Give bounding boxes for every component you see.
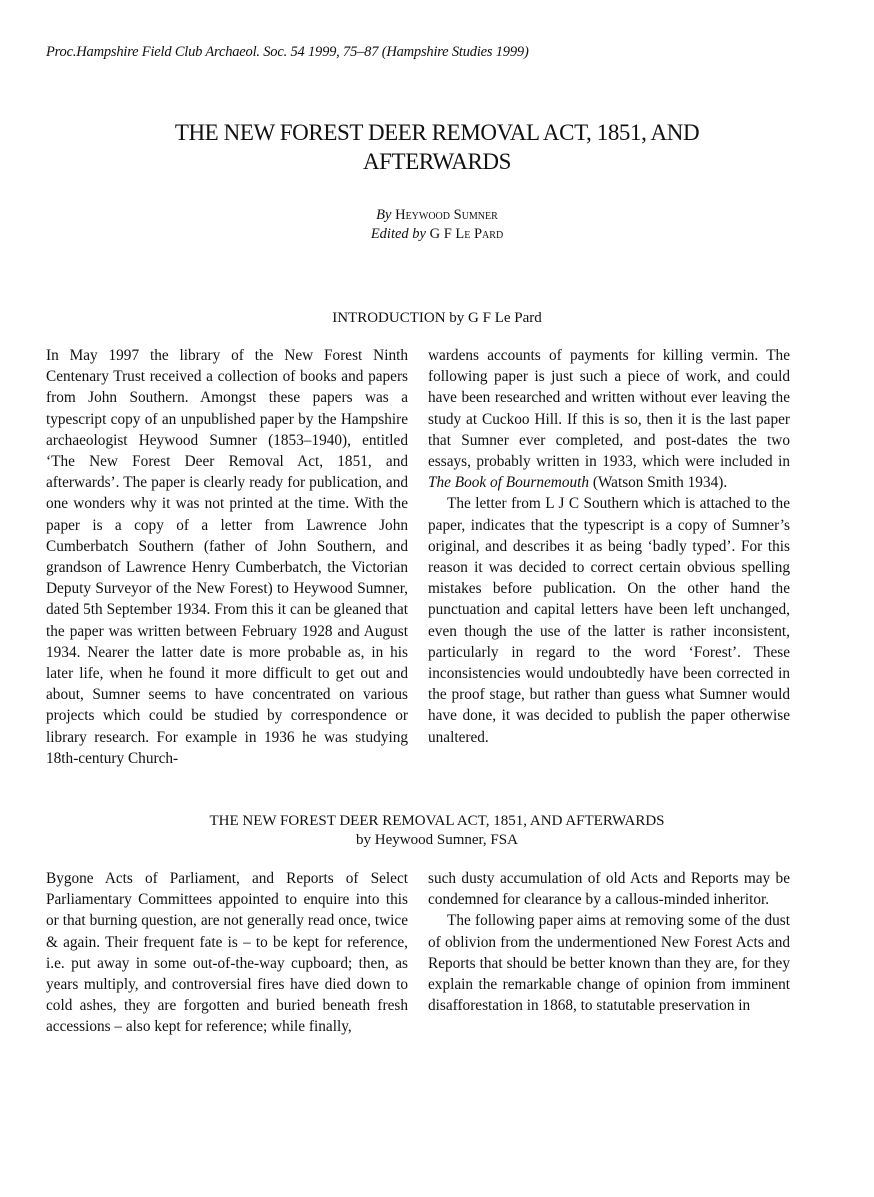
- byline: [0, 206, 874, 244]
- introduction-right-column: [428, 345, 790, 748]
- introduction-heading: INTRODUCTION by G F Le Pard: [332, 310, 542, 326]
- by-label: By: [376, 207, 392, 223]
- paper-heading: THE NEW FOREST DEER REMOVAL ACT, 1851, AND AFTERWARDS: [209, 813, 665, 829]
- article-title-line-2: AFTERWARDS: [362, 149, 512, 174]
- article-title-line-1: THE NEW FOREST DEER REMOVAL ACT, 1851, AND: [174, 120, 700, 145]
- paper-paragraph-1: Bygone Acts of Parliament, and Reports of Select Parliamentary Committees appointed to enquire into this or that burning question, are not generally read once, twice & again. Their frequent fate is – to be kept for reference, i.e. put away in some out-of-the-way cupboard; then, as years multiply, and controversial fires have died down to cold ashes, they are forgotten and buried beneath fresh accessions – also kept for reference; while finally,: [46, 870, 408, 1036]
- edited-by-label: Edited by: [370, 226, 426, 242]
- article-title: [60, 118, 814, 176]
- author-line: [0, 206, 874, 225]
- introduction-paragraph-2-text: wardens accounts of payments for killing vermin. The following paper is just such a piece of work, and could have been researched and written without ever leaving the study at Cuckoo Hill. If this is so, then it is the last paper that Sumner ever completed, and post-dates the two essays, probably written in 1933, which were included in: [428, 347, 790, 471]
- paper-subheading: by Heywood Sumner, FSA: [356, 832, 518, 848]
- editor-line: [0, 225, 874, 244]
- book-title: The Book of Bournemouth: [428, 474, 590, 492]
- running-header: Proc.Hampshire Field Club Archaeol. Soc. 54 1999, 75–87 (Hampshire Studies 1999): [46, 44, 529, 60]
- paper-paragraph-2: The following paper aims at removing some of the dust of oblivion from the undermentioned New Forest Acts and Reports that should be better known than they are, for they explain the remarkable change of opinion from imminent disafforestation in 1868, to statutable preservation in: [428, 912, 790, 1015]
- introduction-paragraph-2-end: (Watson Smith 1934).: [589, 474, 728, 492]
- paper-left-column: [46, 868, 408, 1038]
- introduction-paragraph-3: The letter from L J C Southern which is attached to the paper, indicates that the typescript is a copy of Sumner’s original, and describes it as being ‘badly typed’. For this reason it was decided to correct certain obvious spelling mistakes before publication. On the other hand the punctuation and capital letters have been left unchanged, even though the use of the latter is rather inconsistent, particularly in regard to the word ‘Forest’. These inconsistencies would undoubtedly have been corrected in the proof stage, but rather than guess what Sumner would have done, it was decided to publish the paper otherwise unaltered.: [428, 495, 790, 746]
- paper-right-column: [428, 868, 790, 1016]
- paper-paragraph-1-cont: such dusty accumulation of old Acts and Reports may be condemned for clearance by a callous-minded inheritor.: [428, 870, 790, 909]
- introduction-left-column: [46, 345, 408, 769]
- editor-name: G F Le Pard: [429, 226, 504, 242]
- author-name: Heywood Sumner: [395, 207, 498, 223]
- introduction-paragraph-2: [428, 345, 790, 493]
- introduction-paragraph-1: In May 1997 the library of the New Forest Ninth Centenary Trust received a collection of books and papers from John Southern. Amongst these papers was a typescript copy of an unpublished paper by the Hampshire archaeologist Heywood Sumner (1853–1940), entitled ‘The New Forest Deer Removal Act, 1851, and afterwards’. The paper is clearly ready for publication, and one wonders why it was not printed at the time. With the paper is a copy of a letter from Lawrence John Cumberbatch Southern (father of John Southern, and grandson of Lawrence Henry Cumberbatch, the Victorian Deputy Surveyor of the New Forest) to Heywood Sumner, dated 5th September 1934. From this it can be gleaned that the paper was written between February 1928 and August 1934. Nearer the latter date is more probable as, in his later life, when he found it more difficult to get out and about, Sumner seems to have concentrated on various projects which could be studied by correspondence or library research. For example in 1936 he was studying 18th-century Church-: [46, 347, 408, 767]
